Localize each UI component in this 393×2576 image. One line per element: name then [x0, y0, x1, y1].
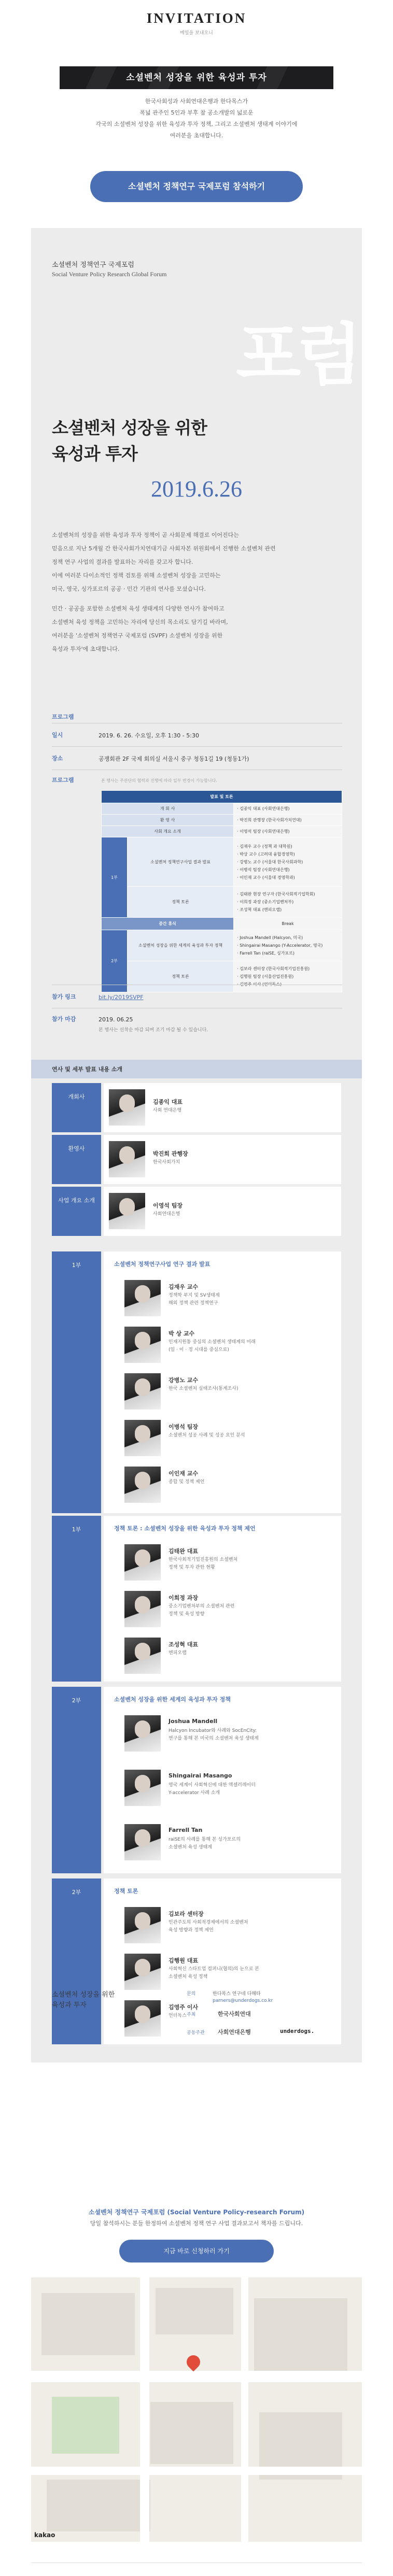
info-place-value: 공쟁회관 2F 국제 회의실 서울시 중구 청동1길 19 (청동1가)	[99, 756, 249, 762]
cohost-key: 공동주관	[187, 2030, 205, 2036]
program-row-content: · Joshua Mandell (Halcyon, 미국) · Shingairai Masango (Y-Accelerator, 영국) · Farrell Tan (raiSE, 싱가포르)	[234, 930, 342, 961]
info-place-key: 장소	[52, 755, 63, 762]
speaker-photo	[109, 1089, 145, 1126]
program-row-label: 개 회 사	[102, 803, 234, 815]
info-deadline-key: 참가 마감	[52, 1016, 76, 1022]
speaker-photo	[124, 2000, 161, 2037]
speaker-role: 영국 세계이 사회혁신에 대한 액셀러레이터 Y-accelerator 사례 소개	[169, 1783, 256, 1796]
location-map[interactable]	[31, 2278, 362, 2542]
speaker-photo	[109, 1141, 145, 1177]
map-park	[52, 2397, 119, 2454]
welcome-speaker	[104, 1135, 341, 1184]
intro-line: 각국의 소셜벤처 성장을 위한 육성과 투자 정책, 그리고 소셜벤처 생태계 이야기에	[95, 121, 298, 127]
part1-label: 1부	[52, 1251, 101, 1513]
speaker-photo	[124, 1770, 161, 1806]
speaker-role: 한국사회가치	[153, 1160, 180, 1165]
info-deadline-note: 본 행사는 선착순 마감 되며 조기 마감 될 수 있습니다.	[99, 1028, 208, 1033]
program-hint: 본 행사는 주관단의 협력과 진행에 따라 일부 변경이 가능합니다.	[101, 778, 217, 783]
debate2-panel	[104, 1878, 341, 2044]
speaker-photo	[124, 1544, 161, 1581]
header	[0, 0, 393, 139]
program-row-label: 사회 개요 소개	[102, 826, 234, 837]
speakers-section-head	[31, 1060, 362, 1078]
speaker-photo	[124, 1954, 161, 1990]
program-break-content: Break	[234, 918, 342, 930]
speaker-name: 이희정 과장	[169, 1595, 198, 1601]
info-link-key: 참가 링크	[52, 993, 76, 1000]
program-row-content: · 김재우 교수 (정책 과 대학원) · 박상 교수 (고려대 융합경영학) · 강병노 교수 (서울대 한국사회과학) · 이병석 팀장 (사회연대은행) · 이인재 교수 (서울대 경영학과)	[234, 837, 342, 887]
map-road	[241, 2278, 248, 2542]
cohost-logo: 사회연대은행	[218, 2029, 251, 2036]
program-table-head: 발표 및 토론	[102, 791, 342, 803]
desc-line	[52, 596, 342, 602]
info-date-key: 일시	[52, 732, 63, 738]
speaker-name: 이병석 팀장	[169, 1424, 198, 1430]
speaker-name: 김영주 이사	[169, 2004, 198, 2011]
desc-line: 미국, 영국, 싱가포르의 공공 · 민간 기관의 연사를 모셨습니다.	[52, 586, 206, 592]
program-sub-label: 소셜벤처 정책연구사업 결과 발표	[128, 837, 234, 887]
map-pin-icon	[184, 2353, 203, 2372]
welcome-label: 환영사	[52, 1135, 101, 1184]
program-section-label: 프로그램	[52, 714, 74, 720]
speaker-photo	[124, 1280, 161, 1316]
speaker-photo	[124, 1327, 161, 1363]
debate1-panel	[104, 1516, 341, 1682]
speaker-role: 엔피오랩	[169, 1650, 187, 1656]
org-name-en: Social Venture Policy Research Global Forum	[52, 271, 167, 278]
desc-line: 육성과 투자'에 초대합니다.	[52, 646, 120, 652]
program-row-content: · 김보라 센터장 (한국사회적기업진흥원) · 김행원 팀장 (서울산업진흥원) · 김영주 이사 (언더독스)	[234, 961, 342, 992]
program-row-content: · 이영석 팀장 (사회연대은행)	[234, 826, 342, 837]
intro-line: 폭넓 관주인 5인과 부후 참 공소개발의 넓로운	[139, 109, 254, 116]
map-block	[47, 2480, 150, 2531]
speaker-name: Shingairai Masango	[169, 1772, 232, 1779]
registration-link[interactable]: bit.ly/2019SVPF	[99, 994, 144, 1001]
speaker-role: 한국 소셜벤처 실태조사(통계조사)	[169, 1386, 238, 1391]
footer-title	[52, 1990, 115, 2011]
debate2-heading: 정책 토론	[114, 1888, 138, 1895]
map-road	[140, 2278, 149, 2542]
speaker-name: 김종익 대표	[153, 1099, 183, 1105]
debate2-label: 2부	[52, 1878, 101, 2044]
speaker-role: 사회 연대은행	[153, 1108, 182, 1113]
speaker-photo	[109, 1193, 145, 1229]
info-program-key: 프로그램	[52, 777, 74, 784]
bottom-title: 소셜벤처 정책연구 국제포럼 (Social Venture Policy-research Forum)	[88, 2209, 305, 2216]
info-deadline-value: 2019. 06.25	[99, 1016, 133, 1023]
speaker-name: 이인재 교수	[169, 1470, 198, 1477]
part1-heading: 소셜벤처 정책연구사업 연구 결과 발표	[114, 1261, 210, 1268]
speaker-role: 사회혁신 스타트업 컴퍼니(협의)의 눈으로 본 소셜벤처 육성 정책	[169, 1967, 259, 1980]
invitation-title: INVITATION	[146, 10, 247, 26]
intro-text	[57, 96, 336, 141]
footer-title-line1: 소셜벤처 성장을 위한	[52, 1991, 115, 1999]
speaker-photo	[124, 1715, 161, 1752]
desc-line: 정책 연구 사업의 결과를 발표하는 자리를 갖고자 합니다.	[52, 559, 193, 565]
speaker-role: 소셜벤처 성공 사례 및 성공 요인 분석	[169, 1433, 245, 1438]
program-sub-label: 정책 토론	[128, 961, 234, 992]
speaker-role: 종합 및 정책 제언	[169, 1479, 205, 1485]
bottom-subtitle: 당일 참석하시는 분들 한정하여 소셜벤처 정책 연구 사업 결과보고서 책자를 드립니다.	[90, 2220, 303, 2227]
register-forum-button[interactable]: 소셜벤처 정책연구 국제포럼 참석하기	[90, 171, 303, 202]
part2-label: 2부	[52, 1687, 101, 1873]
speaker-role: 민관주도의 사회적경제에서의 소셜벤처 육성 방향과 정책 제언	[169, 1920, 248, 1933]
map-road	[31, 2371, 362, 2382]
invitation-card	[31, 228, 362, 2062]
contact-email[interactable]: parners@underdogs.co.kr	[213, 1998, 273, 2003]
banner-title: 소셜벤처 성장을 위한 육성과 투자	[126, 73, 267, 83]
speaker-photo	[124, 1638, 161, 1674]
intro-line: 여러분을 초대합니다.	[170, 132, 223, 139]
desc-line: 소셜벤처의 성장을 위한 육성과 투자 정책이 곧 사회문제 해결로 이어진다는	[52, 532, 239, 538]
opening-label: 개회사	[52, 1083, 101, 1132]
apply-now-button[interactable]: 지금 바로 신청하러 가기	[119, 2240, 274, 2262]
speaker-role: 한국사회적기업진흥원의 소셜벤처 정책 및 투자 관한 현황	[169, 1557, 238, 1570]
speaker-photo	[124, 1420, 161, 1456]
host-logo: 한국사회연대	[218, 2011, 251, 2017]
speaker-role: 정책학 부지 및 SV생태계 해외 정책 관련 정책연구	[169, 1293, 220, 1306]
intro-label: 사업 개요 소개	[52, 1187, 101, 1236]
speaker-role: 중소기업벤처부의 소셜벤처 관련 정책 및 육성 방향	[169, 1604, 235, 1617]
part1-panel	[104, 1251, 341, 1513]
speaker-name: Joshua Mandell	[169, 1718, 218, 1725]
desc-line: 이에 여러분 다이소적인 정책 검토를 위해 소셜벤처 성장을 고민하는	[52, 572, 221, 579]
speaker-role: raiSE의 사례를 통해 본 싱가포르의 소셜벤처 육성 생태계	[169, 1837, 241, 1850]
part2-heading: 소셜벤처 성장을 위한 세계의 육성과 투자 정책	[114, 1696, 231, 1703]
intro-speaker	[104, 1187, 341, 1236]
speaker-name: 강병노 교수	[169, 1377, 198, 1384]
program-break-label: 중간 휴식	[102, 918, 234, 930]
contact-key: 문의	[187, 1991, 196, 1997]
footer-date: 2019.6.26	[52, 2013, 89, 2024]
opening-speaker	[104, 1083, 341, 1132]
info-date-value: 2019. 6. 26. 수요일, 오후 1:30 - 5:30	[99, 732, 199, 739]
speaker-name: 김태완 대표	[169, 1548, 198, 1555]
speaker-role: 인재지원통 중심의 소셜벤처 생태계의 미래 (일 · 이 · 정 시대를 중심으로)	[169, 1340, 256, 1353]
speaker-photo	[124, 1824, 161, 1860]
description	[52, 529, 342, 656]
speaker-role: 사회연대은행	[153, 1212, 180, 1217]
speaker-name: 조성혁 대표	[169, 1641, 198, 1648]
map-block	[41, 2293, 135, 2355]
program-row-content: · 김종익 대표 (사회연대은행)	[234, 803, 342, 815]
speaker-photo	[124, 1907, 161, 1943]
program-row-content: · 박진희 관행장 (한국사회가치연대)	[234, 815, 342, 826]
program-table	[101, 790, 342, 992]
main-title-line1: 소셜벤처 성장을 위한	[52, 418, 207, 438]
desc-line: 믿음으로 지난 5개월 간 한국사회가치연대기금 사회자본 위원회에서 진행한 소셜벤처 관련	[52, 545, 276, 552]
speaker-name: 김재우 교수	[169, 1284, 198, 1290]
map-road	[31, 2467, 362, 2475]
main-title-line2: 육성과 투자	[52, 444, 137, 464]
org-name-ko: 소셜벤처 정책연구 국제포럼	[52, 261, 134, 269]
desc-line: 여러분을 '소셜벤처 정책연구 국제포럼 (SVPF) 소셜벤처 성장을 위한	[52, 632, 223, 639]
program-part-label: 1부	[102, 837, 128, 918]
map-brand-logo: kakao	[34, 2531, 55, 2539]
map-block	[254, 2298, 347, 2371]
speaker-photo	[124, 1373, 161, 1410]
speaker-role: Halcyon Incubator와 사례와 SocEnCity: 연구를 통해 본 미국의 소셜벤처 육성 생태계	[169, 1728, 259, 1741]
speaker-name: 김보라 센터장	[169, 1911, 204, 1917]
divider	[52, 746, 342, 747]
speaker-photo	[124, 1591, 161, 1627]
program-sub-label: 정책 토론	[128, 887, 234, 918]
speaker-photo	[124, 1467, 161, 1503]
program-row-label: 환 영 사	[102, 815, 234, 826]
watermark: 포럼	[235, 315, 358, 394]
program-part-label: 2부	[102, 930, 128, 992]
invitation-subtitle: 메일을 보내오니	[180, 31, 213, 36]
event-date: 2019.6.26	[151, 476, 242, 502]
part2-panel	[104, 1687, 341, 1873]
desc-line: 소셜벤처 육성 정책을 고민하는 자리에 당신의 목소리도 담기길 바라며,	[52, 619, 228, 625]
intro-line: 한국사회성과 사회연대은행과 한다목스가	[145, 98, 248, 105]
speaker-name: 이영석 팀장	[153, 1202, 183, 1209]
map-block	[150, 2402, 233, 2464]
desc-line: 민간 · 공공을 포함한 소셜벤처 육성 생태계의 다양한 연사가 참여하고	[52, 605, 224, 612]
hero-banner	[60, 66, 333, 89]
debate1-label: 1부	[52, 1516, 101, 1682]
speaker-name: Farrell Tan	[169, 1827, 203, 1833]
host-key: 주최	[187, 2012, 196, 2017]
speaker-name: 김행원 대표	[169, 1957, 198, 1964]
speaker-name: 박진희 관행장	[153, 1150, 188, 1157]
footer-title-line2: 육성과 투자	[52, 2001, 87, 2009]
speaker-role: 언더독스	[169, 2013, 187, 2018]
underdogs-logo: underdogs.	[280, 2028, 315, 2034]
program-row-content: · 김태완 현장 연구자 (한국사회적기업학회) · 이희정 과장 (중소기업벤처부) · 조성혁 대표 (엔피오랩)	[234, 887, 342, 918]
contact-value: 한다목스 연구네 다해타	[213, 1991, 261, 1997]
speaker-name: 박 상 교수	[169, 1330, 195, 1337]
map-block	[156, 2288, 233, 2335]
program-sub-label: 소셜벤처 성장을 위한 세계의 육성과 투자 정책	[128, 930, 234, 961]
speakers-heading: 연사 및 세부 발표 내용 소개	[52, 1066, 123, 1073]
debate1-heading: 정책 토론 : 소셜벤처 성장을 위한 육성과 투자 정책 제언	[114, 1525, 256, 1532]
